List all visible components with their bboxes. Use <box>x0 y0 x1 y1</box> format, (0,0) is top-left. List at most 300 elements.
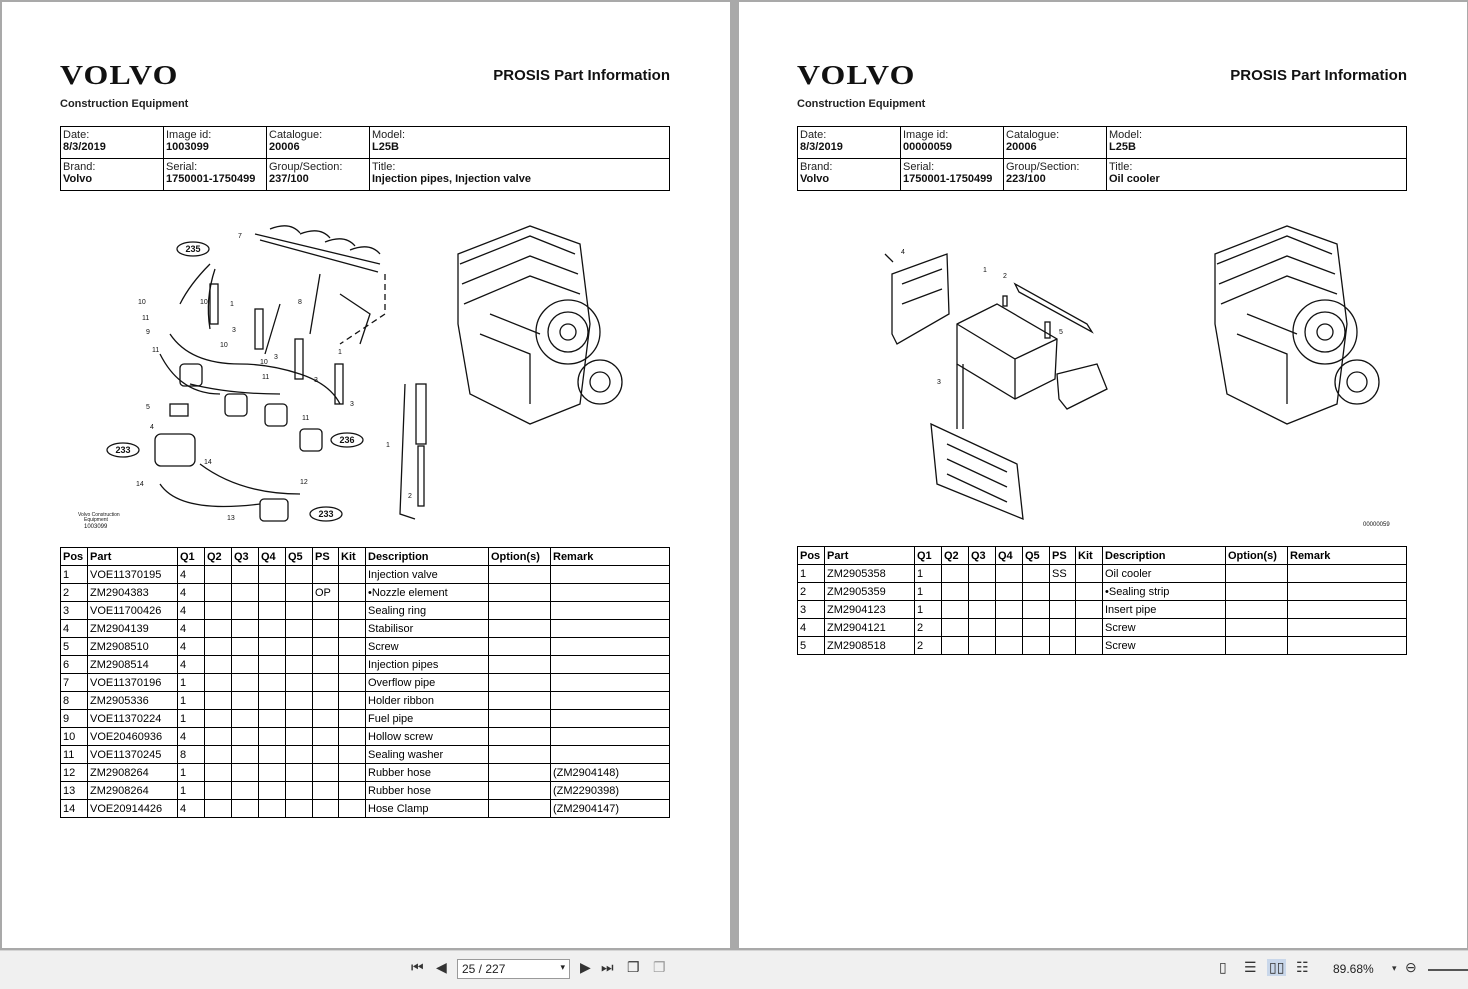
diagram-caption: Equipment <box>84 517 108 523</box>
cell-ps: SS <box>1050 565 1076 583</box>
parts-table <box>60 547 670 818</box>
cell-part: VOE11700426 <box>88 602 178 620</box>
column-header-description: Description <box>1103 547 1226 565</box>
serial-value: 1750001-1750499 <box>166 173 256 185</box>
cell-q4 <box>259 566 286 584</box>
cell-ps <box>313 674 339 692</box>
column-header-remark: Remark <box>1288 547 1407 565</box>
cell-q5 <box>286 584 313 602</box>
column-header-options: Option(s) <box>489 548 551 566</box>
cell-q5 <box>286 656 313 674</box>
cell-ps <box>1050 601 1076 619</box>
cell-description: Hollow screw <box>366 728 489 746</box>
cell-q5 <box>286 620 313 638</box>
serial-label: Serial: <box>903 161 935 173</box>
cell-q2 <box>205 620 232 638</box>
cell-q3 <box>232 584 259 602</box>
forward-view-icon[interactable]: ❐ <box>653 959 666 975</box>
cell-options <box>1226 583 1288 601</box>
diagram-label: 14 <box>204 459 212 466</box>
cell-description: Insert pipe <box>1103 601 1226 619</box>
cell-pos: 6 <box>61 656 88 674</box>
prev-page-icon[interactable]: ◀ <box>436 959 447 975</box>
diagram-image-id: 1003099 <box>84 524 108 530</box>
cell-q4 <box>996 565 1023 583</box>
chevron-down-icon[interactable]: ▾ <box>560 962 565 972</box>
brand-label: Brand: <box>800 161 833 173</box>
cell-q3 <box>232 620 259 638</box>
cell-part: ZM2905359 <box>825 583 915 601</box>
cell-options <box>489 746 551 764</box>
cell-options <box>1226 637 1288 655</box>
image-id-label: Image id: <box>903 129 949 141</box>
cell-part: VOE20460936 <box>88 728 178 746</box>
column-header-options: Option(s) <box>1226 547 1288 565</box>
diagram-label: 3 <box>232 327 236 334</box>
group-label: Group/Section: <box>1006 161 1080 173</box>
cell-q4 <box>259 674 286 692</box>
cell-q2 <box>942 619 969 637</box>
cell-remark <box>551 692 670 710</box>
catalogue-value: 20006 <box>269 141 300 153</box>
cell-ps <box>1050 619 1076 637</box>
cell-q2 <box>205 800 232 818</box>
cell-ps <box>313 764 339 782</box>
brand-label: Brand: <box>63 161 96 173</box>
table-row <box>61 746 670 764</box>
table-row <box>798 637 1407 655</box>
column-header-q2: Q2 <box>205 548 232 566</box>
cell-ps <box>313 656 339 674</box>
cell-q2 <box>205 584 232 602</box>
cell-description: Stabilisor <box>366 620 489 638</box>
engine-illustration <box>458 226 622 424</box>
image-id-value: 1003099 <box>166 141 209 153</box>
zoom-dropdown-icon[interactable]: ▾ <box>1392 963 1397 973</box>
cell-q4 <box>259 620 286 638</box>
volvo-logo: VOLVO <box>797 60 916 90</box>
cell-part: VOE11370195 <box>88 566 178 584</box>
cell-kit <box>339 566 366 584</box>
cell-kit <box>339 764 366 782</box>
cell-q2 <box>205 656 232 674</box>
cell-q3 <box>232 656 259 674</box>
cell-q5 <box>286 674 313 692</box>
cell-q3 <box>969 601 996 619</box>
callout-233a: 233 <box>115 445 131 455</box>
cell-q4 <box>259 584 286 602</box>
model-label: Model: <box>1109 129 1143 141</box>
diagram-label: 3 <box>937 379 941 386</box>
cell-q1: 4 <box>178 584 205 602</box>
cell-q5 <box>286 764 313 782</box>
zoom-slider[interactable] <box>1428 969 1468 971</box>
cell-pos: 10 <box>61 728 88 746</box>
cell-description: Rubber hose <box>366 782 489 800</box>
cell-q5 <box>286 746 313 764</box>
table-row <box>61 656 670 674</box>
zoom-out-icon[interactable]: ⊖ <box>1405 959 1417 975</box>
cell-q5 <box>286 710 313 728</box>
cell-q1: 8 <box>178 746 205 764</box>
cell-ps <box>1050 637 1076 655</box>
cell-ps <box>313 800 339 818</box>
first-page-icon[interactable]: ⏮ <box>411 959 424 975</box>
column-header-part: Part <box>825 547 915 565</box>
serial-label: Serial: <box>166 161 198 173</box>
catalogue-value: 20006 <box>1006 141 1037 153</box>
cell-q4 <box>259 692 286 710</box>
group-value: 223/100 <box>1006 173 1046 185</box>
cell-q5 <box>286 638 313 656</box>
cell-q4 <box>259 728 286 746</box>
cell-pos: 4 <box>61 620 88 638</box>
cell-options <box>489 584 551 602</box>
cell-description: Screw <box>1103 619 1226 637</box>
table-row <box>61 728 670 746</box>
next-page-icon[interactable]: ▶ <box>580 959 591 975</box>
table-row <box>61 638 670 656</box>
cell-q5 <box>286 800 313 818</box>
column-header-description: Description <box>366 548 489 566</box>
column-header-pos: Pos <box>798 547 825 565</box>
cell-q3 <box>232 566 259 584</box>
column-header-ps: PS <box>1050 547 1076 565</box>
cell-kit <box>1076 601 1103 619</box>
cell-part: ZM2904123 <box>825 601 915 619</box>
diagram-label: 11 <box>142 315 150 322</box>
diagram-label: 2 <box>1003 273 1007 280</box>
cell-remark <box>551 620 670 638</box>
cell-description: Overflow pipe <box>366 674 489 692</box>
cell-kit <box>339 710 366 728</box>
cell-kit <box>339 746 366 764</box>
cell-q5 <box>286 692 313 710</box>
column-header-kit: Kit <box>339 548 366 566</box>
diagram-label: 10 <box>260 359 268 366</box>
cell-q2 <box>205 764 232 782</box>
column-header-q4: Q4 <box>996 547 1023 565</box>
cell-options <box>489 566 551 584</box>
cell-remark: (ZM2904148) <box>551 764 670 782</box>
diagram-label: 2 <box>408 493 412 500</box>
diagram-label: 9 <box>146 329 150 336</box>
cell-q4 <box>259 764 286 782</box>
cell-q1: 1 <box>178 710 205 728</box>
cell-remark <box>551 746 670 764</box>
cell-q4 <box>996 637 1023 655</box>
cell-pos: 8 <box>61 692 88 710</box>
company-subtitle: Construction Equipment <box>797 98 926 110</box>
continuous-icon[interactable]: ☰ <box>1244 959 1257 975</box>
column-header-q1: Q1 <box>178 548 205 566</box>
cell-options <box>489 656 551 674</box>
cell-q3 <box>969 583 996 601</box>
cell-description: Hose Clamp <box>366 800 489 818</box>
date-value: 8/3/2019 <box>800 141 843 153</box>
cell-description: Oil cooler <box>1103 565 1226 583</box>
title-label: Title: <box>372 161 396 173</box>
column-header-q2: Q2 <box>942 547 969 565</box>
brand-value: Volvo <box>63 173 93 185</box>
cell-q1: 4 <box>178 602 205 620</box>
cell-q4 <box>259 710 286 728</box>
cell-pos: 3 <box>798 601 825 619</box>
image-id-value: 00000059 <box>903 141 952 153</box>
cell-options <box>489 710 551 728</box>
last-page-icon[interactable]: ⏭ <box>601 959 614 975</box>
viewer-toolbar <box>0 950 1468 989</box>
column-header-ps: PS <box>313 548 339 566</box>
table-row <box>61 584 670 602</box>
cell-q2 <box>942 637 969 655</box>
cell-q5 <box>1023 565 1050 583</box>
cell-part: VOE11370224 <box>88 710 178 728</box>
diagram-label: 7 <box>238 233 242 240</box>
diagram-label: 5 <box>146 404 150 411</box>
cell-q2 <box>205 710 232 728</box>
two-page-continuous-icon[interactable]: ☷ <box>1296 959 1309 975</box>
cell-options <box>489 602 551 620</box>
cell-ps <box>313 620 339 638</box>
cell-kit <box>1076 583 1103 601</box>
zoom-level[interactable]: 89.68% <box>1333 962 1374 976</box>
cell-description: Sealing washer <box>366 746 489 764</box>
cell-pos: 13 <box>61 782 88 800</box>
cell-q2 <box>205 674 232 692</box>
diagram-label: 1 <box>983 267 987 274</box>
parts-table <box>797 546 1407 655</box>
cell-q1: 1 <box>915 583 942 601</box>
column-header-q1: Q1 <box>915 547 942 565</box>
document-page-left <box>2 2 730 948</box>
cell-q1: 4 <box>178 656 205 674</box>
cell-pos: 1 <box>798 565 825 583</box>
cell-q5 <box>1023 601 1050 619</box>
cell-q3 <box>232 674 259 692</box>
cell-part: ZM2904383 <box>88 584 178 602</box>
column-header-q4: Q4 <box>259 548 286 566</box>
cell-q4 <box>996 583 1023 601</box>
diagram-label: 1 <box>386 442 390 449</box>
cell-pos: 4 <box>798 619 825 637</box>
page-number-value: 25 / 227 <box>462 962 506 976</box>
serial-value: 1750001-1750499 <box>903 173 993 185</box>
diagram-label: 1 <box>338 349 342 356</box>
diagram-label: 3 <box>314 377 318 384</box>
two-page-icon[interactable]: ▯▯ <box>1269 959 1285 975</box>
cell-q1: 1 <box>915 565 942 583</box>
page-heading: PROSIS Part Information <box>493 67 670 84</box>
cell-q5 <box>286 782 313 800</box>
cell-remark: (ZM2290398) <box>551 782 670 800</box>
table-row <box>61 620 670 638</box>
cell-q3 <box>969 619 996 637</box>
table-row <box>798 583 1407 601</box>
table-row <box>61 674 670 692</box>
diagram-label: 12 <box>300 479 308 486</box>
page-number-input[interactable] <box>457 959 570 979</box>
cell-ps <box>1050 583 1076 601</box>
engine-illustration <box>1215 226 1379 424</box>
exploded-parts-diagram <box>60 214 670 536</box>
document-page-right <box>739 2 1467 948</box>
cell-part: ZM2908264 <box>88 782 178 800</box>
cell-q4 <box>259 602 286 620</box>
cell-ps: OP <box>313 584 339 602</box>
cell-part: VOE20914426 <box>88 800 178 818</box>
cell-pos: 2 <box>798 583 825 601</box>
table-row <box>798 565 1407 583</box>
cell-pos: 3 <box>61 602 88 620</box>
cell-kit <box>339 728 366 746</box>
cell-q3 <box>969 565 996 583</box>
cell-q2 <box>942 601 969 619</box>
cell-q1: 4 <box>178 566 205 584</box>
single-page-icon[interactable]: ▯ <box>1219 959 1227 975</box>
page-heading: PROSIS Part Information <box>1230 67 1407 84</box>
parts-table-header <box>798 547 1407 565</box>
cell-pos: 9 <box>61 710 88 728</box>
date-value: 8/3/2019 <box>63 141 106 153</box>
diagram-label: 14 <box>136 481 144 488</box>
cell-part: VOE11370245 <box>88 746 178 764</box>
image-id-label: Image id: <box>166 129 212 141</box>
title-label: Title: <box>1109 161 1133 173</box>
exploded-parts-diagram <box>797 214 1407 536</box>
cell-remark: (ZM2904147) <box>551 800 670 818</box>
callout-235: 235 <box>185 244 201 254</box>
cell-kit <box>1076 565 1103 583</box>
cell-remark <box>1288 583 1407 601</box>
column-header-q5: Q5 <box>1023 547 1050 565</box>
cell-q4 <box>259 656 286 674</box>
cell-q4 <box>259 800 286 818</box>
cell-remark <box>1288 601 1407 619</box>
cell-q2 <box>205 782 232 800</box>
table-row <box>61 692 670 710</box>
cell-q3 <box>232 692 259 710</box>
cell-pos: 7 <box>61 674 88 692</box>
cell-q2 <box>205 746 232 764</box>
cell-remark <box>551 584 670 602</box>
cell-q1: 1 <box>178 674 205 692</box>
cell-kit <box>339 692 366 710</box>
cell-description: Holder ribbon <box>366 692 489 710</box>
cell-part: ZM2908264 <box>88 764 178 782</box>
cell-q2 <box>205 728 232 746</box>
cell-q2 <box>205 566 232 584</box>
diagram-label: 5 <box>1059 329 1063 336</box>
cell-ps <box>313 692 339 710</box>
cell-remark <box>551 674 670 692</box>
model-value: L25B <box>1109 141 1136 153</box>
brand-value: Volvo <box>800 173 830 185</box>
cell-pos: 14 <box>61 800 88 818</box>
table-row <box>798 601 1407 619</box>
cell-q3 <box>232 800 259 818</box>
cell-q3 <box>232 710 259 728</box>
cell-options <box>489 800 551 818</box>
title-value: Injection pipes, Injection valve <box>372 173 531 185</box>
cell-kit <box>339 620 366 638</box>
cell-part: ZM2904121 <box>825 619 915 637</box>
model-value: L25B <box>372 141 399 153</box>
table-row <box>61 710 670 728</box>
date-label: Date: <box>63 129 90 141</box>
back-view-icon[interactable]: ❐ <box>627 959 640 975</box>
column-header-remark: Remark <box>551 548 670 566</box>
column-header-q5: Q5 <box>286 548 313 566</box>
cell-options <box>489 728 551 746</box>
table-row <box>798 619 1407 637</box>
cell-kit <box>339 584 366 602</box>
cell-ps <box>313 638 339 656</box>
cell-q4 <box>996 619 1023 637</box>
cell-pos: 11 <box>61 746 88 764</box>
cell-pos: 5 <box>798 637 825 655</box>
cell-part: ZM2908510 <box>88 638 178 656</box>
cell-q1: 1 <box>178 692 205 710</box>
column-header-q3: Q3 <box>232 548 259 566</box>
company-subtitle: Construction Equipment <box>60 98 189 110</box>
cell-kit <box>339 782 366 800</box>
table-row <box>61 764 670 782</box>
cell-ps <box>313 728 339 746</box>
diagram-label: 4 <box>150 424 154 431</box>
cell-kit <box>339 800 366 818</box>
cell-remark <box>551 728 670 746</box>
table-row <box>61 782 670 800</box>
cell-q3 <box>232 746 259 764</box>
diagram-label: 3 <box>274 354 278 361</box>
cell-q3 <box>232 782 259 800</box>
cell-ps <box>313 746 339 764</box>
cell-q2 <box>942 565 969 583</box>
cell-options <box>489 638 551 656</box>
cell-q5 <box>286 728 313 746</box>
callout-233b: 233 <box>318 509 334 519</box>
cell-options <box>489 764 551 782</box>
cell-options <box>1226 601 1288 619</box>
info-table <box>60 126 670 191</box>
cell-q4 <box>259 638 286 656</box>
cell-q1: 4 <box>178 800 205 818</box>
table-row <box>61 566 670 584</box>
cell-q3 <box>232 764 259 782</box>
cell-description: Rubber hose <box>366 764 489 782</box>
cell-ps <box>313 782 339 800</box>
cell-options <box>489 692 551 710</box>
cell-kit <box>339 638 366 656</box>
cell-remark <box>551 602 670 620</box>
column-header-q3: Q3 <box>969 547 996 565</box>
cell-remark <box>1288 565 1407 583</box>
cell-options <box>489 674 551 692</box>
cell-remark <box>551 638 670 656</box>
cell-q4 <box>259 746 286 764</box>
info-table <box>797 126 1407 191</box>
diagram-image-id: 00000059 <box>1363 522 1390 528</box>
cell-description: Fuel pipe <box>366 710 489 728</box>
cell-q3 <box>232 602 259 620</box>
cell-description: Screw <box>366 638 489 656</box>
parts-table-header <box>61 548 670 566</box>
diagram-label: 10 <box>200 299 208 306</box>
catalogue-label: Catalogue: <box>269 129 323 141</box>
diagram-label: 8 <box>298 299 302 306</box>
diagram-label: 4 <box>901 249 905 256</box>
